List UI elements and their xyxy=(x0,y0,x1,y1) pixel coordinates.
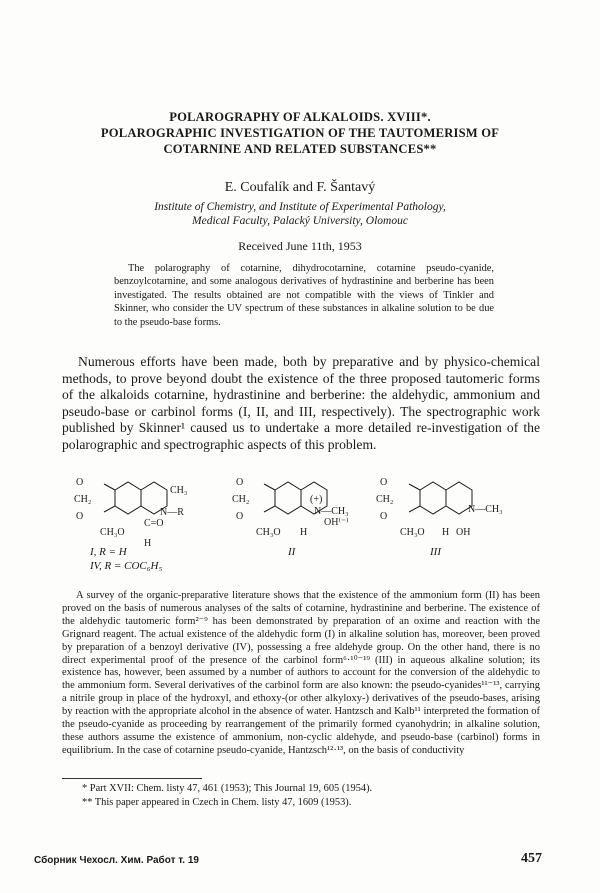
affiliation-line-2: Medical Faculty, Palacký University, Olomouc xyxy=(192,215,408,227)
atom-c-o-i: C=O xyxy=(144,518,164,529)
structure-label-i: I, R = H xyxy=(90,546,127,558)
atom-o-iii-top: O xyxy=(380,477,388,488)
atom-o-i-top: O xyxy=(76,477,84,488)
atom-ch2-i: CH₂ xyxy=(74,494,92,505)
atom-n-r-i: N—R xyxy=(160,507,184,518)
atom-och3-i: CH₃O xyxy=(100,527,125,538)
atom-h-iii: H xyxy=(442,527,450,538)
title-line-3: COTARNINE AND RELATED SUBSTANCES** xyxy=(163,142,437,156)
atom-plus-ii: (+) xyxy=(310,494,323,505)
running-footer: Сборник Чехосл. Хим. Работ т. 19 xyxy=(34,855,199,866)
atom-oh-iii: OH xyxy=(456,527,471,538)
affiliation-line-1: Institute of Chemistry, and Institute of Experimental Pathology, xyxy=(154,201,446,213)
structure-i xyxy=(104,482,167,514)
title-line-2: POLAROGRAPHIC INVESTIGATION OF THE TAUTOMERISM OF xyxy=(100,126,500,140)
atom-n-ch3-ii: N—CH₃ xyxy=(314,506,349,517)
page-number: 457 xyxy=(521,851,542,866)
structure-iii xyxy=(409,482,472,514)
footnote-rule xyxy=(62,778,202,779)
atom-ch2-ii: CH₂ xyxy=(232,494,250,505)
abstract: The polarography of cotarnine, dihydrocotarnine, cotarnine pseudo-cyanide, benzoylcotarnine, and some analogous derivatives of hydrastinine and berberine has been investigated. The results obtained are not compatible with the views of Tinkler and Skinner, who consider the UV spectrum of these substances in alkaline solution to be due to the pseudo-base forms. xyxy=(114,263,494,328)
authors: E. Coufalík and F. Šantavý xyxy=(224,180,376,195)
atom-h-ii: H xyxy=(300,527,308,538)
body-paragraph: A survey of the organic-preparative literature shows that the existence of the ammonium form (II) has been proved on the basis of numerous analyses of the salts of cotarnine, hydrastinine and berberine. The existence of the aldehydic tautomeric form²⁻⁹ has been demonstrated by preparation of an oxime and reaction with the Grignard reagent. The actual existence of the aldehydic form (I) in alkaline solution has, moreover, been proved by preparation of a benzoyl derivative (IV), possessing a free aldehyde group. On the other hand, there is no direct experimental proof of the presence of the carbinol form⁶·¹⁰⁻¹⁹ (III) in aqueous alkaline solution; its existence has, however, been assumed by a number of authors to account for the conversion of the aldehydic to the ammonium form. Several derivatives of the carbinol form are also known: the pseudo-cyanides¹¹⁻¹³, carrying a nitrile group in place of the hydroxyl, and ethoxy-(or other alkyloxy-) derivatives of the pseudo-bases, arising by reaction with the appropriate alcohol in the absence of water. Hantzsch and Kalb¹¹ interpreted the formation of the pseudo-cyanide as proceeding by rearrangement of the primarily formed cyanohydrin; in alkaline solution, these authors assume the existence of ammonium, non-cyclic aldehyde, and pseudo-base (carbinol) forms in equilibrium. In the case of cotarnine pseudo-cyanide, Hantzsch¹²·¹³, on the basis of conductivity xyxy=(62,590,540,756)
atom-n-ch3-iii: N—CH₃ xyxy=(468,504,503,515)
received-date: Received June 11th, 1953 xyxy=(238,239,362,253)
atom-o-i-bottom: O xyxy=(76,511,84,522)
structure-label-iv: IV, R = COC₆H₅ xyxy=(90,560,163,572)
atom-och3-ii: CH₃O xyxy=(256,527,281,538)
atom-oh-minus-ii: OH⁽⁻⁾ xyxy=(324,517,349,528)
footnote-2: ** This paper appeared in Czech in Chem. listy 47, 1609 (1953). xyxy=(82,797,352,808)
structure-label-ii: II xyxy=(288,546,296,558)
footnote-1: * Part XVII: Chem. listy 47, 461 (1953); This Journal 19, 605 (1954). xyxy=(82,783,373,794)
atom-o-ii-bottom: O xyxy=(236,511,244,522)
intro-paragraph: Numerous efforts have been made, both by preparative and by physico-chemical methods, to prove beyond doubt the existence of the three proposed tautomeric forms of the alkaloids cotarnine, hydrastinine and berberine: the aldehydic, ammonium and pseudo-base or carbinol forms (I, II, and III, respectively). The spectrographic work published by Skinner¹ caused us to undertake a more detailed re-investigation of the polarographic and spectrographic aspects of this problem. xyxy=(62,354,540,452)
atom-ch3-i: CH₃ xyxy=(170,485,188,496)
structure-label-iii: III xyxy=(430,546,441,558)
title-line-1: POLAROGRAPHY OF ALKALOIDS. XVIII*. xyxy=(169,110,431,124)
atom-och3-iii: CH₃O xyxy=(400,527,425,538)
atom-h-i: H xyxy=(144,538,152,549)
atom-o-ii-top: O xyxy=(236,477,244,488)
atom-o-iii-bottom: O xyxy=(380,511,388,522)
atom-ch2-iii: CH₂ xyxy=(376,494,394,505)
